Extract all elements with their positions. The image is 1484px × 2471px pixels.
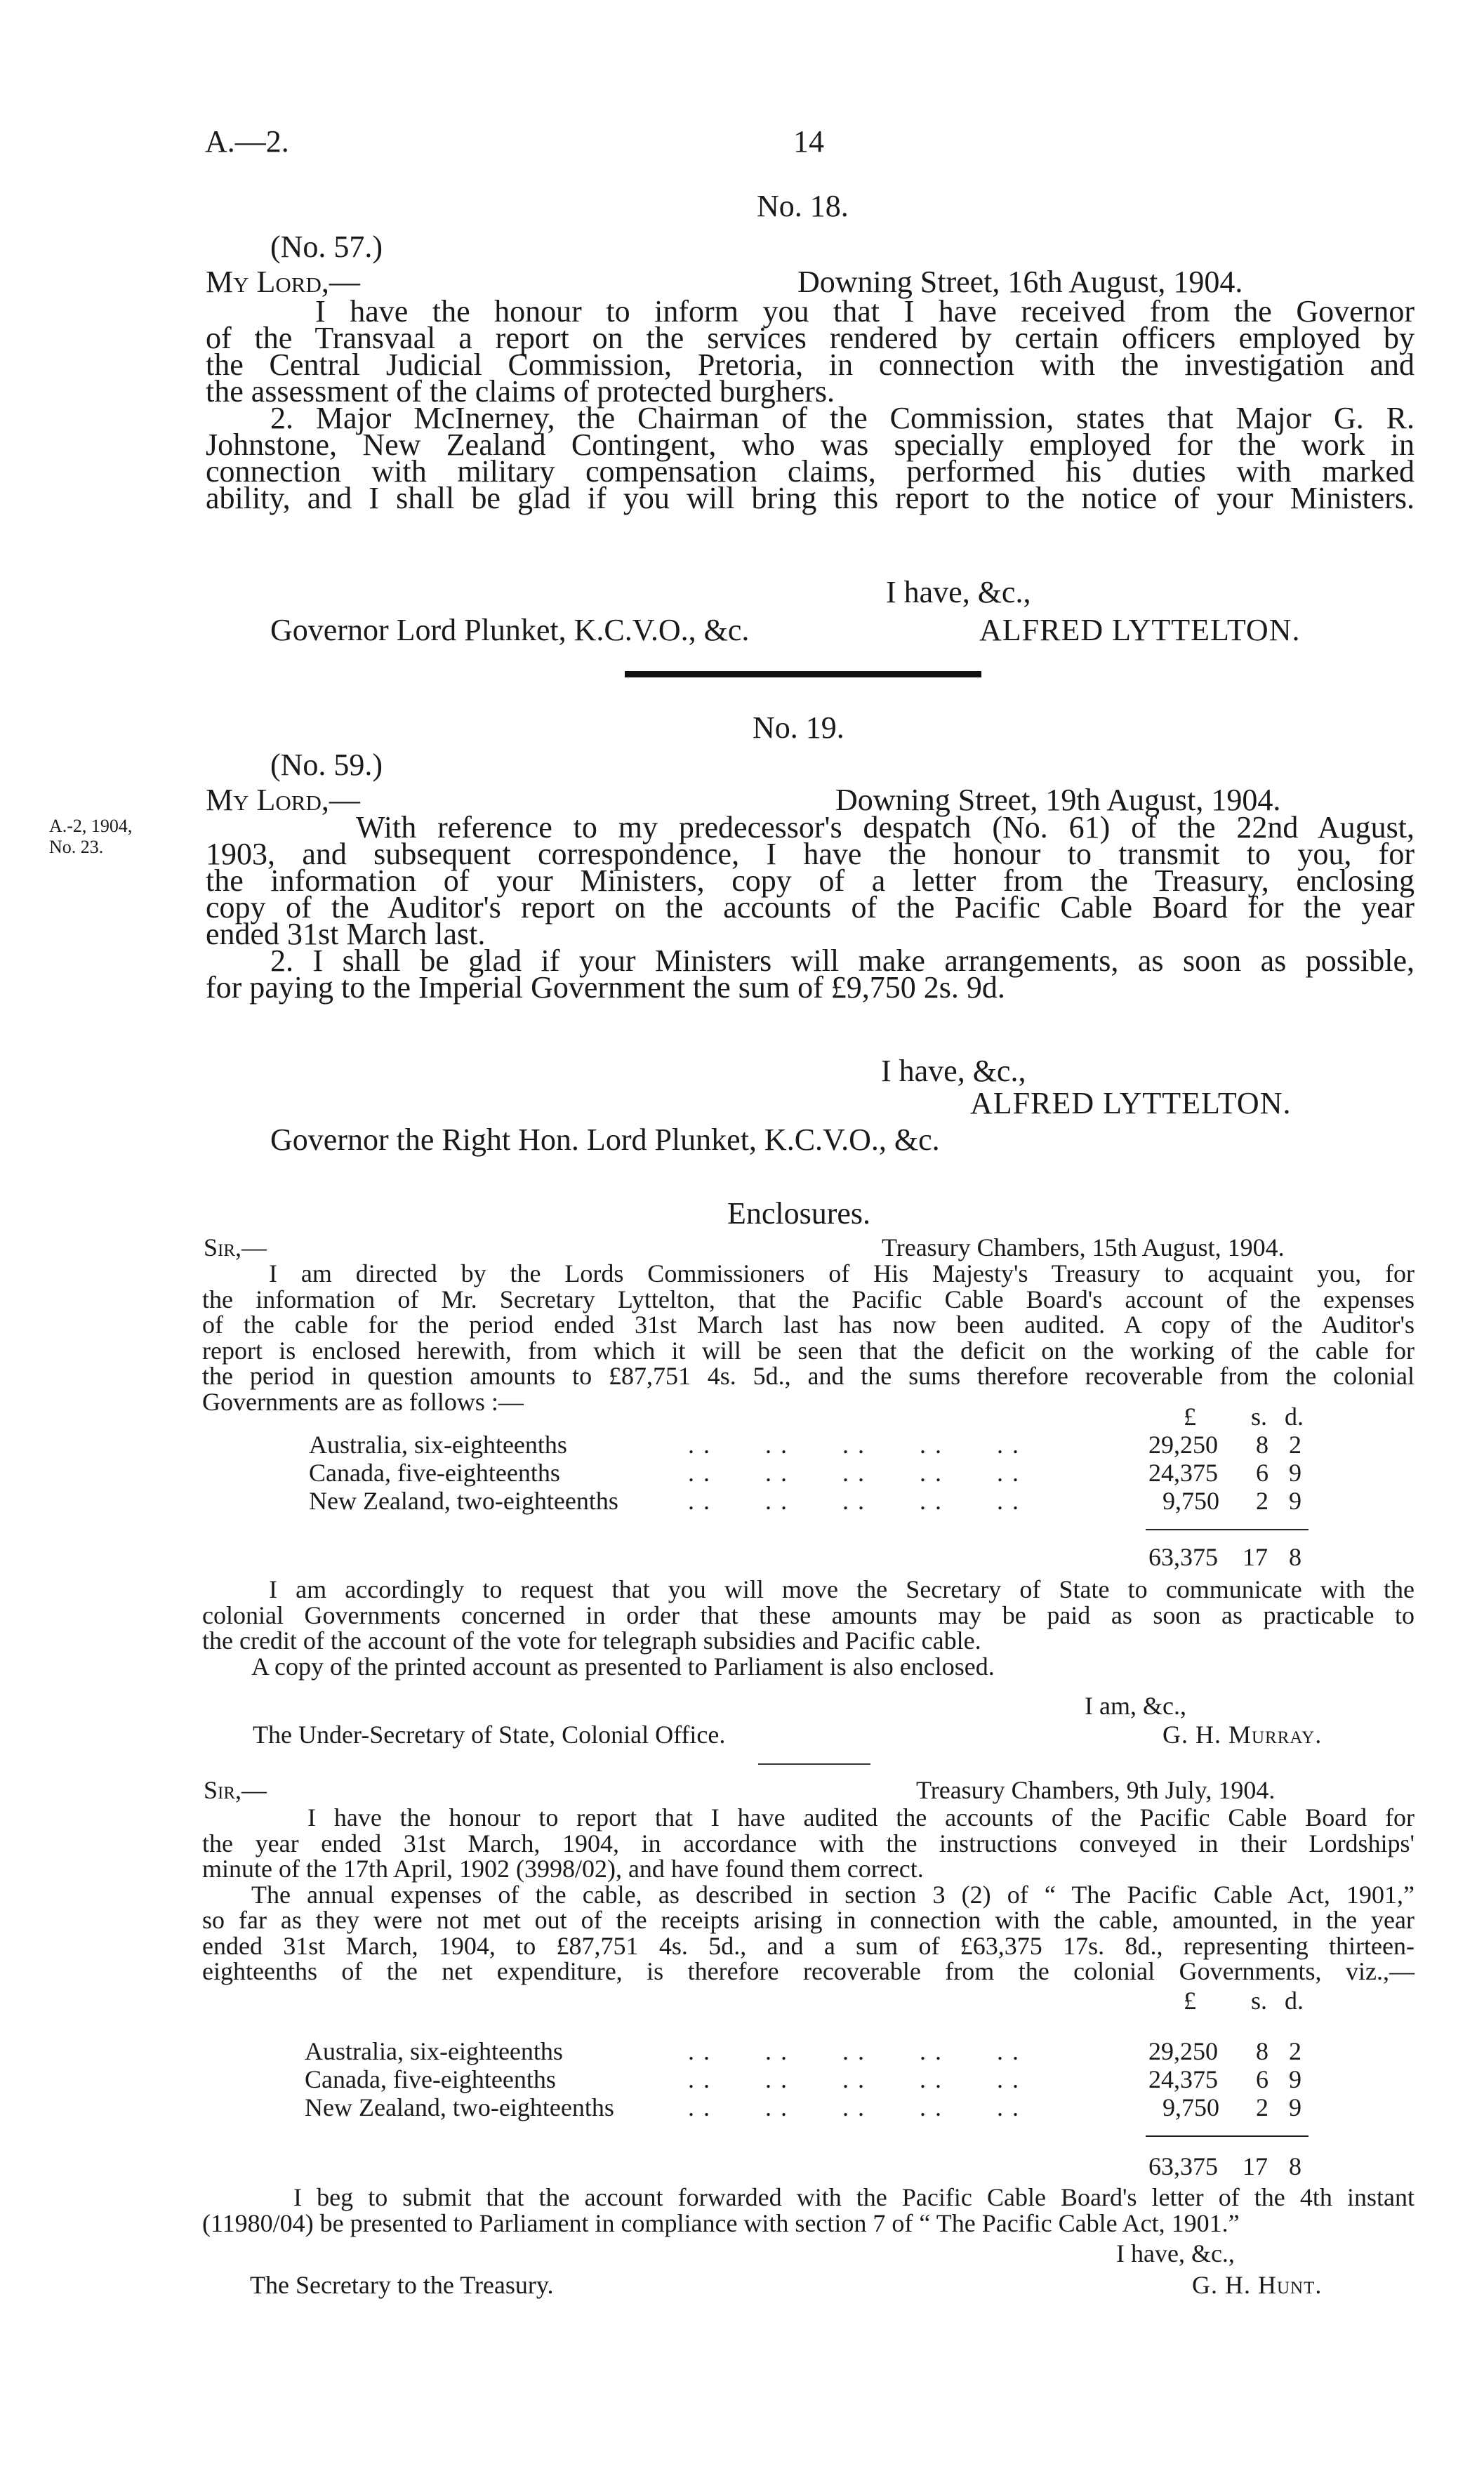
closing: I am, &c., [1085, 1692, 1186, 1720]
despatch-ref: (No. 59.) [270, 748, 383, 782]
leader-dots: . . . . . . . . . . [688, 1459, 1020, 1487]
margin-note-line: No. 23. [49, 837, 104, 857]
body-line: I beg to submit that the account forwarded with the Pacific Cable Board's letter of the 4th instant [293, 2183, 1415, 2211]
body-line: of the cable for the period ended 31st March last has now been audited. A copy of the Auditor's [202, 1311, 1415, 1339]
body-line: eighteenths of the net expenditure, is therefore recoverable from the colonial Governments, viz.,— [202, 1957, 1415, 1985]
letter-number: No. 19. [753, 710, 844, 745]
pounds-header: £ [1184, 1403, 1196, 1431]
body-line: Governments are as follows :— [202, 1387, 524, 1416]
place-date: Downing Street, 19th August, 1904. [835, 783, 1281, 817]
signature: G. H. Hunt. [1192, 2271, 1323, 2299]
row-label: Australia, six-eighteenths [309, 1431, 567, 1459]
place-date: Downing Street, 16th August, 1904. [797, 265, 1243, 299]
total-pounds: 63,375 [1148, 2152, 1218, 2180]
pence-value: 9 [1289, 1487, 1301, 1515]
shillings-value: 2 [1256, 1487, 1268, 1515]
body-line: ended 31st March last. [206, 917, 486, 951]
pounds-value: 24,375 [1148, 1459, 1218, 1487]
body-line: Johnstone, New Zealand Contingent, who was specially employed for the work in [206, 428, 1415, 462]
row-label: Canada, five-eighteenths [309, 1459, 560, 1487]
salutation: Sir,— [204, 1776, 267, 1804]
margin-note [49, 816, 132, 858]
letter-body [206, 810, 1415, 1005]
salutation: Sir,— [204, 1233, 267, 1261]
pence-header: d. [1285, 1987, 1304, 2015]
body-line: With reference to my predecessor's despatch (No. 61) of the 22nd August, [356, 810, 1415, 844]
body-line: The annual expenses of the cable, as described in section 3 (2) of “ The Pacific Cable Act, 1901,” [251, 1880, 1415, 1909]
shillings-header: s. [1251, 1987, 1268, 2015]
pounds-value: 9,750 [1162, 2093, 1219, 2121]
row-label: Australia, six-eighteenths [305, 2037, 563, 2065]
row-label: Canada, five-eighteenths [305, 2065, 556, 2093]
total-pounds: 63,375 [1148, 1543, 1218, 1571]
letter-body [206, 294, 1415, 515]
letter-body [202, 1261, 1415, 1415]
pounds-value: 29,250 [1148, 2037, 1218, 2065]
place-date: Treasury Chambers, 9th July, 1904. [916, 1776, 1276, 1804]
pence-value: 2 [1289, 2037, 1301, 2065]
body-line: report is enclosed herewith, from which it will be seen that the deficit on the working of the cable for [202, 1336, 1415, 1365]
body-line: 1903, and subsequent correspondence, I have the honour to transmit to you, for [206, 837, 1415, 871]
addressee: Governor Lord Plunket, K.C.V.O., &c. [270, 613, 750, 647]
shillings-value: 8 [1256, 1431, 1268, 1459]
pence-value: 9 [1289, 1459, 1301, 1487]
salutation: My Lord,— [206, 783, 360, 817]
sum-rule [1146, 1529, 1309, 1530]
total-pence: 8 [1289, 2152, 1301, 2180]
pounds-value: 9,750 [1162, 1487, 1219, 1515]
shillings-value: 2 [1256, 2093, 1268, 2121]
body-line: the period in question amounts to £87,751 4s. 5d., and the sums therefore recoverable from the colonial [202, 1362, 1415, 1390]
pence-value: 2 [1289, 1431, 1301, 1459]
shillings-header: s. [1251, 1403, 1268, 1431]
closing: I have, &c., [886, 575, 1031, 609]
body-line: for paying to the Imperial Government the sum of £9,750 2s. 9d. [206, 970, 1005, 1005]
sum-rule [1146, 2135, 1309, 2137]
closing: I have, &c., [1116, 2239, 1235, 2267]
series-code: A.—2. [205, 124, 289, 159]
pounds-value: 29,250 [1148, 1431, 1218, 1459]
signature: ALFRED LYTTELTON. [979, 613, 1301, 647]
section-divider [625, 671, 981, 677]
margin-note-line: A.-2, 1904, [49, 816, 133, 836]
body-line: A copy of the printed account as presented to Parliament is also enclosed. [251, 1652, 995, 1681]
shillings-value: 6 [1256, 1459, 1268, 1487]
body-line: the credit of the account of the vote for telegraph subsidies and Pacific cable. [202, 1627, 981, 1655]
leader-dots: . . . . . . . . . . [688, 2093, 1020, 2121]
total-shillings: 17 [1243, 1543, 1268, 1571]
pence-value: 9 [1289, 2093, 1301, 2121]
body-line: I have the honour to inform you that I have received from the Governor [315, 294, 1415, 329]
short-divider [758, 1763, 870, 1765]
total-shillings: 17 [1243, 2152, 1268, 2180]
letter-body [202, 1577, 1415, 1679]
body-line: the year ended 31st March, 1904, in accordance with the instructions conveyed in their Lordships' [202, 1829, 1415, 1857]
pounds-header: £ [1184, 1987, 1196, 2015]
leader-dots: . . . . . . . . . . [688, 1431, 1020, 1459]
shillings-value: 6 [1256, 2065, 1268, 2093]
body-line: I have the honour to report that I have audited the accounts of the Pacific Cable Board for [307, 1803, 1415, 1831]
body-line: the Central Judicial Commission, Pretoria, in connection with the investigation and [206, 347, 1415, 382]
body-line: colonial Governments concerned in order that these amounts may be paid as soon as practicable to [202, 1601, 1415, 1629]
pounds-value: 24,375 [1148, 2065, 1218, 2093]
page-number: 14 [793, 124, 824, 159]
pence-header: d. [1285, 1403, 1304, 1431]
letter-body [202, 1805, 1415, 1985]
body-line: 2. I shall be glad if your Ministers will make arrangements, as soon as possible, [270, 943, 1415, 978]
closing: I have, &c., [881, 1054, 1026, 1088]
leader-dots: . . . . . . . . . . [688, 2037, 1020, 2065]
addressee: The Under-Secretary of State, Colonial Office. [253, 1721, 726, 1749]
addressee: The Secretary to the Treasury. [250, 2271, 554, 2299]
row-label: New Zealand, two-eighteenths [309, 1487, 618, 1515]
body-line: so far as they were not met out of the receipts arising in connection with the cable, amounted, in the year [202, 1906, 1415, 1934]
place-date: Treasury Chambers, 15th August, 1904. [882, 1233, 1285, 1261]
letter-number: No. 18. [757, 189, 849, 223]
enclosures-heading: Enclosures. [727, 1196, 871, 1231]
body-line: the information of Mr. Secretary Lyttelton, that the Pacific Cable Board's account of the expenses [202, 1285, 1415, 1313]
leader-dots: . . . . . . . . . . [688, 1487, 1020, 1515]
body-line: connection with military compensation claims, performed his duties with marked [206, 454, 1415, 489]
body-line: I am accordingly to request that you will move the Secretary of State to communicate with the [269, 1575, 1415, 1603]
body-line: ended 31st March, 1904, to £87,751 4s. 5d., and a sum of £63,375 17s. 8d., representing thirteen- [202, 1931, 1415, 1960]
body-line: minute of the 17th April, 1902 (3998/02), and have found them correct. [202, 1855, 924, 1883]
body-line: ability, and I shall be glad if you will bring this report to the notice of your Ministers. [206, 481, 1415, 515]
row-label: New Zealand, two-eighteenths [305, 2093, 614, 2121]
leader-dots: . . . . . . . . . . [688, 2065, 1020, 2093]
letter-body [202, 2185, 1415, 2236]
body-line: copy of the Auditor's report on the accounts of the Pacific Cable Board for the year [206, 890, 1415, 925]
body-line: the information of your Ministers, copy of a letter from the Treasury, enclosing [206, 863, 1415, 898]
body-line: (11980/04) be presented to Parliament in compliance with section 7 of “ The Pacific Cable Act, 1901.” [202, 2208, 1240, 2237]
addressee: Governor the Right Hon. Lord Plunket, K.C.V.O., &c. [270, 1122, 940, 1157]
total-pence: 8 [1289, 1543, 1301, 1571]
body-line: I am directed by the Lords Commissioners of His Majesty's Treasury to acquaint you, for [269, 1259, 1415, 1287]
shillings-value: 8 [1256, 2037, 1268, 2065]
body-line: 2. Major McInerney, the Chairman of the Commission, states that Major G. R. [270, 401, 1415, 435]
pence-value: 9 [1289, 2065, 1301, 2093]
despatch-ref: (No. 57.) [270, 230, 383, 264]
salutation: My Lord,— [206, 265, 360, 299]
signature: G. H. Murray. [1162, 1721, 1323, 1749]
body-line: of the Transvaal a report on the services rendered by certain officers employed by [206, 321, 1415, 355]
signature: ALFRED LYTTELTON. [970, 1086, 1292, 1120]
body-line: the assessment of the claims of protected burghers. [206, 374, 835, 409]
